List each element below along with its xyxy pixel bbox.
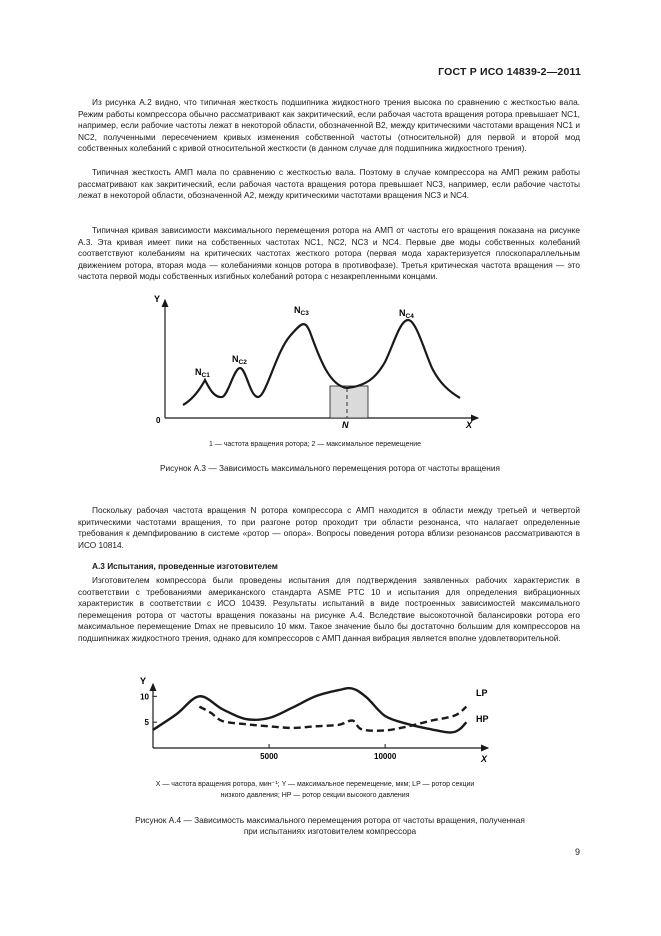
series-label-lp: LP bbox=[476, 688, 488, 698]
peak-label-nc4: $N_{C4}$ bbox=[399, 308, 414, 320]
page-number: 9 bbox=[574, 847, 580, 857]
paragraph-2: Типичная жесткость АМП мала по сравнению с жесткостью вала. Поэтому в случае компрессора на АМП режим работы рассматривают как закритический, если рабочая частота вращения ротора превышает NC3, например, если рабочие частоты лежат в некоторой области, обозначенной А2, между критическими частотами вращения NC3 и NC4. bbox=[78, 167, 580, 201]
fig3-y-label: Y bbox=[154, 294, 161, 304]
figure-a3 bbox=[0, 290, 661, 450]
y-tick-label-0: 10 bbox=[140, 692, 149, 702]
paragraph-4: Поскольку рабочая частота вращения N ротора компрессора с АМП находится в области между третьей и четвертой критическими частотами вращения, то при разгоне ротор проходит три области резонанса, что налагает определенные требования к демпфированию в системе «ротор — опора». Вопросы поведения ротора вблизи резонансов рассматриваются в ИСО 10814. bbox=[78, 505, 580, 550]
displacement-curve bbox=[183, 320, 460, 405]
figure-a4-caption-line-1: Рисунок А.4 — Зависимость максимального перемещения ротора от частоты вращения, полученная bbox=[135, 815, 525, 825]
paragraph-1: Из рисунка А.2 видно, что типичная жесткость подшипника жидкостного трения высока по сравнению с жесткостью вала. Режим работы компрессора обычно рассматривают как закритический, если рабочая частота вращения ротора превышает NC1, например, если рабочие частоты лежат в некоторой области, обозначенной В2, между критическими частотами вращения NC1 и NC2, полученными пересечением кривых изменения собственной частоты (относительной) для первой и второй мод собственных колебаний с кривой относительной жесткости (в данном случае для подшипника жидкостного трения). bbox=[78, 97, 580, 154]
figure-a4-legend-line-1: X — частота вращения ротора, мин⁻¹; Y — максимальное перемещение, мкм; LP — ротор секции bbox=[155, 781, 475, 788]
figure-a4-caption-line-2: при испытаниях изготовителем компрессора bbox=[243, 826, 417, 836]
fig3-origin: 0 bbox=[156, 416, 161, 425]
fig4-y-label: Y bbox=[140, 676, 147, 686]
operating-speed-label: N bbox=[342, 420, 349, 430]
document-header: ГОСТ Р ИСО 14839-2—2011 bbox=[438, 66, 581, 78]
figure-a3-caption: Рисунок А.3 — Зависимость максимального перемещения ротора от частоты вращения bbox=[159, 463, 500, 473]
x-tick-label-0: 5000 bbox=[260, 752, 278, 761]
series-label-hp: HP bbox=[476, 714, 489, 724]
peak-label-nc1: $N_{C1}$ bbox=[195, 367, 210, 379]
paragraph-5: Изготовителем компрессора были проведены испытания для подтверждения заявленных рабочих характеристик в соответствии с требованиями американского стандарта ASME PTC 10 и испытания для определения вибрационных характеристик в соответствии с ИСО 10439. Результаты испытаний в виде построенных зависимостей максимального перемещения ротора от частоты вращения показаны на рисунке А.4. Вследствие высокоточной балансировки ротора его максимальное перемещение Dmax не превысило 10 мкм. Такое значение было бы достаточно большим для компрессоров на подшипниках жидкостного трения, однако для компрессоров с АМП данная вибрация является вполне удовлетворительной. bbox=[78, 575, 580, 643]
series-line-hp bbox=[199, 707, 466, 731]
figure-a4-chart bbox=[0, 672, 661, 772]
fig3-x-label: X bbox=[466, 420, 473, 430]
x-tick-label-1: 10000 bbox=[374, 752, 397, 761]
y-tick-label-1: 5 bbox=[144, 718, 149, 728]
peak-label-nc3: $N_{C3}$ bbox=[294, 305, 309, 317]
peak-label-nc2: $N_{C2}$ bbox=[232, 354, 247, 366]
paragraph-3: Типичная кривая зависимости максимального перемещения ротора на АМП от частоты его вращения показана на рисунке А.3. Эта кривая имеет пики на собственных частотах NC1, NC2, NC3 и NC4. Первые две моды собственных колебаний соответствуют колебаниям на критических частотах жесткого ротора (первая мода характеризуется плоскопараллельным движением ротора, вторая мода — колебаниями концов ротора в противофазе). Третья критическая частота вращения — это частота первой моды собственных изгибных колебаний ротора с незакрепленными концами. bbox=[78, 225, 580, 282]
fig4-x-label: X bbox=[481, 754, 488, 764]
figure-a3-legend: 1 — частота вращения ротора; 2 — максимальное перемещение bbox=[208, 441, 422, 448]
operating-range-band bbox=[330, 386, 368, 418]
section-heading: А.3 Испытания, проведенные изготовителем bbox=[92, 561, 278, 571]
figure-a4-legend-line-2: низкого давления; HP — ротор секции высокого давления bbox=[220, 792, 410, 799]
